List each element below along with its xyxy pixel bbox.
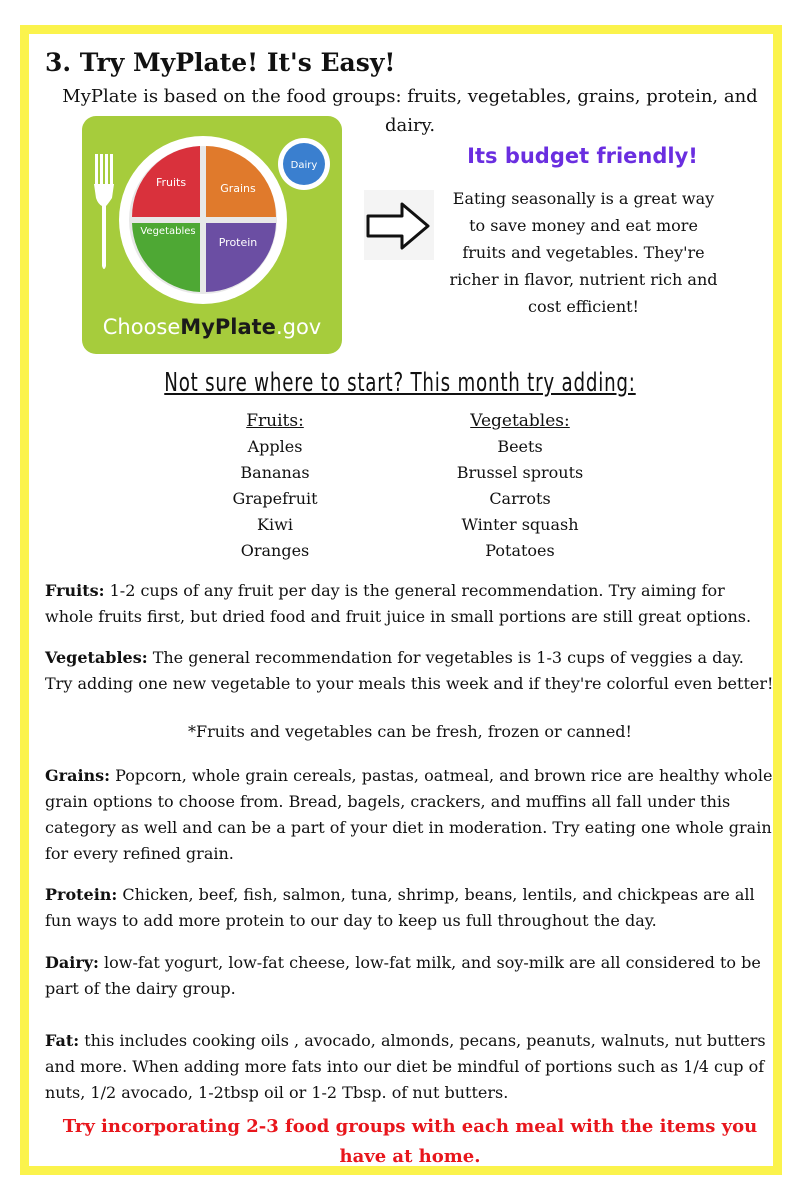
vegetables-list-heading: Vegetables: <box>470 411 570 431</box>
budget-text: Eating seasonally is a great way to save money and eat more fruits and vegetables. They're richer in flavor, nutrient rich and cost efficient! <box>449 189 718 316</box>
fruits-list-heading: Fruits: <box>246 411 304 431</box>
myplate-logo <box>82 116 342 354</box>
fruits-text: 1-2 cups of any fruit per day is the general recommendation. Try aiming for whole fruits first, but dried food and fruit juice in small portions are still great options. <box>45 581 752 626</box>
arrow-right-icon <box>364 190 434 260</box>
list-item: Grapefruit <box>232 489 318 508</box>
vegetables-list <box>430 408 610 564</box>
list-item: Bananas <box>240 463 310 482</box>
myplate-graphic <box>82 116 342 354</box>
list-item: Beets <box>497 437 543 456</box>
vegetables-text: The general recommendation for vegetables is 1-3 cups of veggies a day. Try adding one new vegetable to your meals this week and if they're colorful even better! <box>45 648 774 693</box>
list-item: Kiwi <box>257 515 293 534</box>
list-item: Oranges <box>240 541 310 560</box>
fork-icon <box>94 154 114 269</box>
brand-text: ChooseMyPlate.gov <box>102 315 322 339</box>
fat-label: Fat: <box>45 1031 80 1050</box>
label-dairy: Dairy <box>290 160 318 171</box>
vegetables-label: Vegetables: <box>45 648 148 667</box>
list-item: Winter squash <box>461 515 579 534</box>
list-item: Carrots <box>489 489 551 508</box>
list-item: Brussel sprouts <box>456 463 584 482</box>
vegetables-paragraph <box>45 645 775 697</box>
page-title: 3. Try MyPlate! It's Easy! <box>45 48 396 77</box>
intro-text: MyPlate is based on the food groups: fruits, vegetables, grains, protein, and dairy. <box>62 86 758 136</box>
start-heading: Not sure where to start? This month try adding: <box>164 368 636 398</box>
label-vegetables: Vegetables <box>140 226 196 237</box>
budget-heading: Its budget friendly! <box>467 144 698 168</box>
protein-label: Protein: <box>45 885 118 904</box>
grains-paragraph <box>45 763 775 867</box>
protein-segment <box>206 223 276 292</box>
protein-text: Chicken, beef, fish, salmon, tuna, shrimp, beans, lentils, and chickpeas are all fun ways to add more protein to our day to keep us full throughout the day. <box>45 885 755 930</box>
dairy-label: Dairy: <box>45 953 99 972</box>
dairy-paragraph <box>45 950 775 1002</box>
label-grains: Grains <box>220 182 256 195</box>
fruits-paragraph <box>45 578 775 630</box>
list-item: Apples <box>247 437 303 456</box>
fruits-list <box>200 408 350 564</box>
fruits-label: Fruits: <box>45 581 105 600</box>
grains-text: Popcorn, whole grain cereals, pastas, oatmeal, and brown rice are healthy whole grain options to choose from. Bread, bagels, crackers, and muffins all fall under this category as well and can be a part of your diet in moderation. Try eating one whole grain for every refined grain. <box>45 766 773 863</box>
fresh-frozen-note: *Fruits and vegetables can be fresh, frozen or canned! <box>188 722 632 741</box>
label-fruits: Fruits <box>155 176 187 189</box>
protein-paragraph <box>45 882 775 934</box>
fat-paragraph <box>45 1028 775 1106</box>
grains-label: Grains: <box>45 766 111 785</box>
list-item: Potatoes <box>485 541 555 560</box>
label-protein: Protein <box>218 236 258 249</box>
dairy-text: low-fat yogurt, low-fat cheese, low-fat milk, and soy-milk are all considered to be part of the dairy group. <box>45 953 761 998</box>
fat-text: this includes cooking oils , avocado, almonds, pecans, peanuts, walnuts, nut butters and more. When adding more fats into our diet be mindful of portions such as 1/4 cup of nuts, 1/2 avocado, 1-2tbsp oil or 1-2 Tbsp. of nut butters. <box>45 1031 766 1102</box>
closing-message: Try incorporating 2-3 food groups with each meal with the items you have at home. <box>62 1116 758 1167</box>
